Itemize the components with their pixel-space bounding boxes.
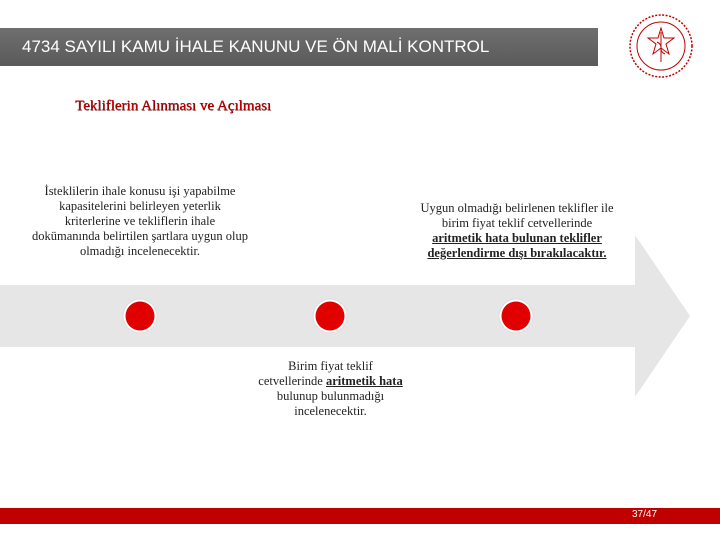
step-text-2 (417, 201, 617, 261)
page-number: 37/47 (632, 509, 658, 520)
timeline-marker-3 (499, 299, 533, 333)
footer-bar (0, 508, 720, 524)
step-3-text-b: bulunup bulunmadığı incelenecektir. (276, 389, 385, 418)
step-text-1 (30, 184, 250, 259)
step-3-emphasis: aritmetik hata (325, 374, 403, 388)
timeline-marker-2 (313, 299, 347, 333)
page-title: 4734 SAYILI KAMU İHALE KANUNU VE ÖN MALİ KONTROL (22, 37, 490, 56)
step-3-text-a: Birim fiyat teklif cetvellerinde (258, 359, 373, 388)
step-2-text: Uygun olmadığı belirlenen teklifler ile birim fiyat teklif cetvellerinde (420, 201, 614, 230)
step-2-emphasis: aritmetik hata bulunan teklifler değerlendirme dışı bırakılacaktır. (427, 231, 607, 260)
timeline-marker-1 (123, 299, 157, 333)
step-1-text: İsteklilerin ihale konusu işi yapabilme kapasitelerini belirleyen yeterlik kriterlerine ve tekliflerin ihale dokümanında belirtilen şartlara uygun olup olmadığı incelenecektir. (32, 184, 248, 258)
step-text-3 (258, 359, 403, 419)
section-subtitle: Tekliflerin Alınması ve Açılması (75, 98, 271, 114)
